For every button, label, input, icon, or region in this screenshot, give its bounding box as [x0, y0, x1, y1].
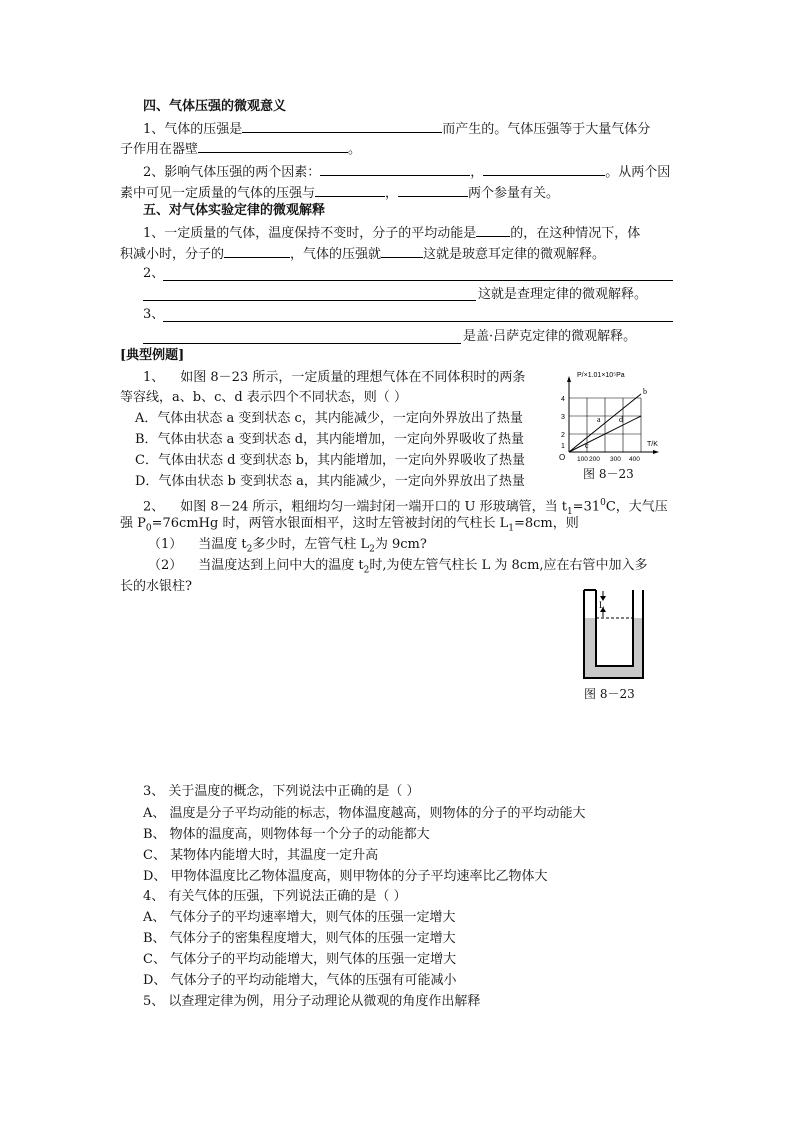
section5-q1-line1: [143, 224, 640, 242]
example2-sub1-number: （1）: [148, 537, 183, 552]
point-c-label: c: [585, 441, 589, 450]
section5-q1-text-d: ，气体的压强就: [290, 247, 382, 262]
example2-text-a3: C，大气压: [605, 499, 668, 515]
example2-sub2-number: （2）: [148, 558, 183, 573]
section5-q1-text-e: 这就是玻意耳定律的微观解释。: [423, 247, 606, 262]
u-tube-diagram: [578, 588, 653, 688]
section4-q2-text-b: ，: [470, 165, 484, 180]
section5-q2-tail: 这就是查理定律的微观解释。: [478, 287, 648, 302]
y-axis-label: P/×1.01×10⁵Pa: [577, 372, 625, 379]
question3: 3、 关于温度的概念，下列说法中正确的是（ ）: [143, 784, 420, 799]
example1-text-a: 如图 8－23 所示，一定质量的理想气体在不同体积时的两条: [180, 370, 526, 385]
question3-option-d: D、 甲物体温度比乙物体温度高，则甲物体的分子平均速率比乙物体大: [143, 869, 548, 884]
section4-q1-line2: [120, 140, 361, 158]
blank-field[interactable]: [381, 245, 423, 258]
section4-q2-line2: [120, 184, 559, 202]
section5-q1-text-b: 的，在这种情况下，体: [510, 226, 641, 241]
question4-option-a: A、 气体分子的平均速率增大，则气体的压强一定增大: [143, 910, 456, 925]
section4-q2-text-f: 两个参量有关。: [468, 186, 560, 201]
example1-line1: [143, 370, 525, 386]
subscript: 0: [145, 523, 152, 534]
blank-field[interactable]: [476, 224, 510, 237]
blank-field[interactable]: [483, 163, 605, 176]
example2-sub1: [148, 537, 427, 558]
section5-q1-text-a: 1、一定质量的气体，温度保持不变时，分子的平均动能是: [143, 226, 477, 241]
section4-q2-text-a: 2、影响气体压强的两个因素：: [143, 165, 321, 180]
example1-number: 1、: [143, 370, 165, 385]
x-axis-arrow: [653, 450, 659, 454]
blank-field[interactable]: [198, 140, 348, 153]
question3-option-b: B、 物体的温度高，则物体每一个分子的动能都大: [143, 827, 430, 842]
superscript: 0: [600, 498, 606, 508]
example1-option-a: A．气体由状态 a 变到状态 c，其内能减少，一定向外界放出了热量: [135, 411, 523, 426]
x-tick-200: 200: [589, 456, 600, 463]
example2-sub2-line2: 长的水银柱?: [120, 579, 192, 594]
blank-field[interactable]: [398, 184, 468, 197]
figure1-caption: 图 8－23: [583, 467, 634, 481]
section5-q2-number: 2、: [143, 266, 165, 281]
answer-line[interactable]: [143, 343, 461, 344]
point-b-label: b: [643, 387, 647, 396]
section5-q1-text-c: 积减小时，分子的: [120, 247, 225, 262]
blank-field[interactable]: [242, 120, 442, 133]
pressure-temperature-graph: [555, 368, 665, 463]
y-tick-4: 4: [561, 396, 565, 403]
y-tick-1: 1: [561, 443, 565, 450]
answer-line[interactable]: [163, 280, 673, 281]
y-axis-arrow: [567, 376, 571, 382]
question4-option-c: C、 气体分子的平均动能增大，则气体的压强一定增大: [143, 952, 457, 967]
question3-option-a: A、 温度是分子平均动能的标志，物体温度越高，则物体的分子的平均动能大: [143, 806, 586, 821]
example1-option-c: C．气体由状态 d 变到状态 b，其内能增加，一定向外界吸收了热量: [135, 453, 525, 468]
section4-title: 四、气体压强的微观意义: [143, 99, 287, 114]
answer-line[interactable]: [163, 321, 673, 322]
section4-q2-text-c: 。从两个因: [605, 165, 671, 180]
x-tick-400: 400: [629, 456, 640, 463]
example2-text-b1: 强 P: [120, 516, 146, 531]
section5-q3-number: 3、: [143, 307, 165, 322]
x-tick-100: 100: [577, 456, 588, 463]
length-label: L: [599, 600, 605, 610]
question5: 5、 以查理定律为例，用分子动理论从微观的角度作出解释: [143, 994, 481, 1009]
subscript: 1: [508, 523, 514, 534]
answer-line[interactable]: [143, 300, 476, 301]
subscript: 1: [566, 506, 573, 517]
section4-q1-line1: [143, 120, 650, 138]
figure2-caption: 图 8－23: [584, 687, 635, 701]
example2-sub1-text-a: 当温度 t: [198, 537, 247, 552]
subscript: 2: [363, 565, 370, 576]
point-a-label: a: [597, 415, 601, 424]
example1-option-d: D．气体由状态 b 变到状态 a，其内能减少，一定向外界放出了热量: [135, 474, 525, 489]
section5-q1-line2: [120, 245, 605, 263]
example1-option-b: B．气体由状态 a 变到状态 d，其内能增加，一定向外界吸收了热量: [135, 432, 525, 447]
section4-q1-text-c: 子作用在器壁: [120, 142, 199, 157]
section4-q1-text-a: 1、气体的压强是: [143, 122, 243, 137]
section5-title: 五、对气体实验定律的微观解释: [143, 203, 326, 218]
example2-text-a1: 如图 8－24 所示，粗细均匀一端封闭一端开口的 U 形玻璃管，当 t: [180, 499, 567, 515]
example2-sub1-text-b: 多少时，左管气柱 L: [252, 537, 370, 552]
section4-q2-text-d: 素中可见一定质量的气体的压强与: [120, 186, 316, 201]
example2-sub2-text-a: 当温度达到上问中大的温度 t: [198, 558, 364, 573]
origin-label: O: [559, 453, 566, 462]
blank-field[interactable]: [224, 245, 290, 258]
question4: 4、 有关气体的压强，下列说法正确的是（ ）: [143, 889, 407, 904]
section4-q1-text-d: 。: [348, 142, 362, 157]
y-tick-3: 3: [561, 414, 565, 421]
example2-text-b2: =76cmHg 时，两管水银面相平，这时左管被封闭的气柱长 L: [151, 516, 509, 531]
section5-q3-tail: 是盖·吕萨克定律的微观解释。: [463, 329, 637, 344]
example2-sub2-text-b: 时,为使左管气柱长 L 为 8cm,应在右管中加入多: [369, 558, 648, 573]
mercury-column: [584, 618, 643, 678]
x-tick-300: 300: [610, 456, 621, 463]
example2-text-b3: =8cm，则: [513, 516, 579, 531]
question3-option-c: C、 某物体内能增大时，其温度一定升高: [143, 848, 379, 863]
section4-q2-text-e: ，: [385, 186, 399, 201]
question4-option-d: D、 气体分子的平均动能增大，气体的压强有可能减小: [143, 973, 457, 988]
blank-field[interactable]: [320, 163, 470, 176]
examples-title: [典型例题]: [120, 348, 185, 363]
example1-line2: 等容线，a、b、c、d 表示四个不同状态，则（ ）: [120, 390, 407, 405]
y-tick-2: 2: [561, 432, 565, 439]
subscript: 2: [246, 544, 253, 555]
point-d-label: d: [619, 415, 623, 424]
example2-number: 2、: [143, 499, 165, 515]
section4-q2-line1: [143, 163, 670, 181]
example2-sub2: [148, 558, 648, 579]
subscript: 2: [369, 544, 375, 555]
x-axis-label: T/K: [647, 441, 658, 448]
example2-sub1-text-c: 为 9cm?: [374, 537, 427, 552]
section4-q1-text-b: 而产生的。气体压强等于大量气体分: [442, 122, 651, 137]
example2-text-a2: =31: [572, 499, 601, 515]
question4-option-b: B、 气体分子的密集程度增大，则气体的压强一定增大: [143, 931, 456, 946]
blank-field[interactable]: [315, 184, 385, 197]
example2-line2: [120, 516, 579, 537]
